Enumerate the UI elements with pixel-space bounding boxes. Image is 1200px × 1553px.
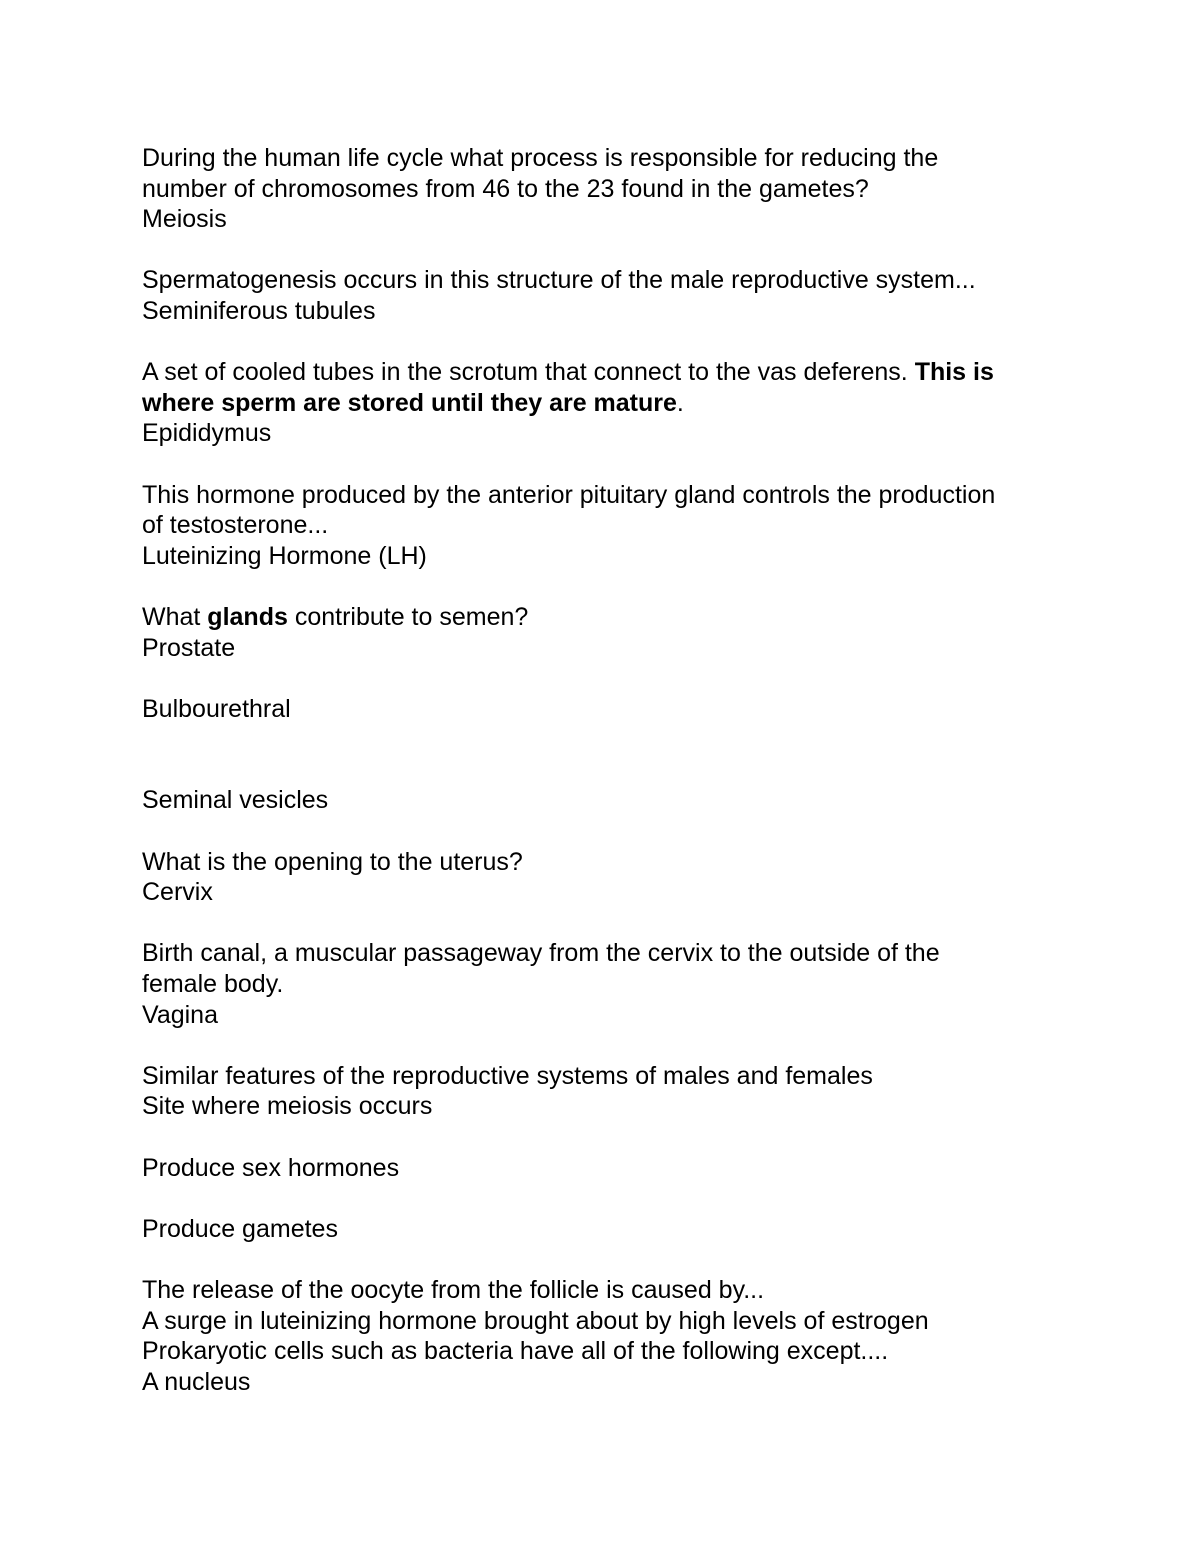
q6-question: What is the opening to the uterus?: [142, 847, 523, 876]
document-body: [142, 143, 1072, 1397]
q5-question-emphasis: glands: [207, 602, 288, 631]
spacer: [142, 327, 1072, 358]
spacer: [142, 235, 1072, 266]
q5-answer-1: Prostate: [142, 633, 236, 662]
q9-question: The release of the oocyte from the follicle is caused by...: [142, 1275, 765, 1304]
q7-question-line1: Birth canal, a muscular passageway from the cervix to the outside of the: [142, 939, 940, 968]
spacer: [142, 1030, 1072, 1061]
spacer: [142, 755, 1072, 786]
q3-question-line2: [142, 388, 1072, 419]
q5-answer-2: Bulbourethral: [142, 694, 291, 723]
q6-answer: Cervix: [142, 878, 213, 907]
q2-question: Spermatogenesis occurs in this structure of the male reproductive system...: [142, 266, 976, 295]
spacer: [142, 571, 1072, 602]
q7-answer: Vagina: [142, 1000, 218, 1029]
q5-question-start: What: [142, 602, 208, 631]
spacer: [142, 1122, 1072, 1153]
q2-answer: Seminiferous tubules: [142, 296, 376, 325]
spacer: [142, 908, 1072, 939]
q5-question: [142, 602, 1072, 633]
q7-question-line2: female body.: [142, 970, 284, 999]
q3-question-period: .: [676, 388, 684, 417]
q8-question: Similar features of the reproductive systems of males and females: [142, 1061, 873, 1090]
q4-answer: Luteinizing Hormone (LH): [142, 541, 427, 570]
q3-question-text: A set of cooled tubes in the scrotum that connect to the vas deferens.: [142, 358, 915, 387]
q10-question: Prokaryotic cells such as bacteria have all of the following except....: [142, 1337, 889, 1366]
q8-answer-1: Site where meiosis occurs: [142, 1092, 433, 1121]
q3-question-emphasis-cont: where sperm are stored until they are mature: [142, 388, 677, 417]
spacer: [142, 1183, 1072, 1214]
spacer: [142, 449, 1072, 480]
spacer: [142, 816, 1072, 847]
q4-question-line2: of testosterone...: [142, 511, 329, 540]
q8-answer-2: Produce sex hormones: [142, 1153, 400, 1182]
q1-question-line2: number of chromosomes from 46 to the 23 found in the gametes?: [142, 174, 869, 203]
spacer: [142, 724, 1072, 755]
spacer: [142, 663, 1072, 694]
q3-question-emphasis: This is: [914, 358, 994, 387]
q10-answer: A nucleus: [142, 1367, 251, 1396]
q9-answer: A surge in luteinizing hormone brought about by high levels of estrogen: [142, 1306, 929, 1335]
q5-answer-3: Seminal vesicles: [142, 786, 329, 815]
q3-answer: Epididymus: [142, 419, 272, 448]
q5-question-end: contribute to semen?: [287, 602, 529, 631]
q3-question-line1: [142, 357, 1072, 388]
q8-answer-3: Produce gametes: [142, 1214, 338, 1243]
q1-answer: Meiosis: [142, 205, 227, 234]
q1-question-line1: During the human life cycle what process is responsible for reducing the: [142, 144, 939, 172]
q4-question-line1: This hormone produced by the anterior pituitary gland controls the production: [142, 480, 996, 509]
spacer: [142, 1244, 1072, 1275]
